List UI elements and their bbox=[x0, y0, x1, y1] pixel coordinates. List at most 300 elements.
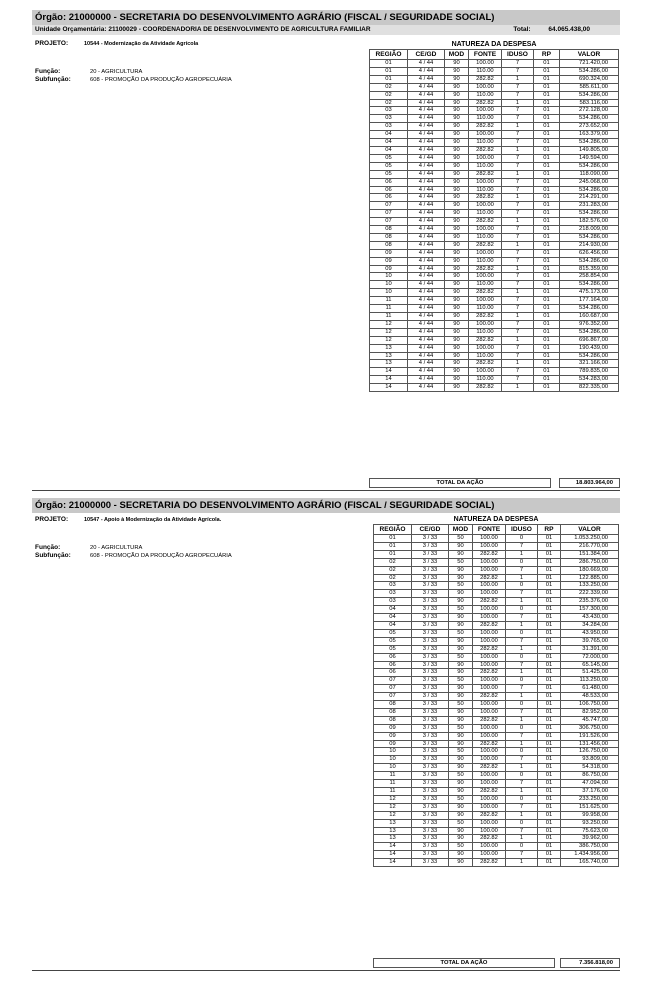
table-cell: 7 bbox=[502, 131, 534, 139]
table-cell: 4 / 44 bbox=[408, 218, 445, 226]
table-cell: 214.930,00 bbox=[560, 241, 619, 249]
table-row bbox=[370, 281, 619, 289]
table-cell: 13 bbox=[370, 344, 408, 352]
table-cell: 100.00 bbox=[473, 566, 506, 574]
table-cell: 08 bbox=[374, 701, 412, 709]
table-cell: 02 bbox=[374, 574, 412, 582]
table-row bbox=[370, 83, 619, 91]
table-cell: 282.82 bbox=[473, 764, 506, 772]
table-cell: 90 bbox=[445, 146, 469, 154]
table-cell: 05 bbox=[370, 162, 408, 170]
table-cell: 01 bbox=[534, 170, 560, 178]
table-cell: 3 / 33 bbox=[412, 645, 449, 653]
table-cell: 01 bbox=[534, 107, 560, 115]
table-row bbox=[370, 154, 619, 162]
table-row bbox=[370, 91, 619, 99]
table-cell: 7 bbox=[502, 139, 534, 147]
table-cell: 7 bbox=[502, 154, 534, 162]
table-cell: 09 bbox=[374, 740, 412, 748]
table-cell: 90 bbox=[445, 305, 469, 313]
table-cell: 7 bbox=[502, 210, 534, 218]
table-cell: 01 bbox=[538, 558, 561, 566]
section-2-info bbox=[32, 516, 362, 566]
table-cell: 90 bbox=[445, 170, 469, 178]
table-cell: 4 / 44 bbox=[408, 139, 445, 147]
table-row bbox=[370, 131, 619, 139]
table-cell: 3 / 33 bbox=[412, 669, 449, 677]
table-cell: 50 bbox=[449, 558, 473, 566]
table-cell: 100.00 bbox=[469, 368, 502, 376]
table-cell: 37.176,00 bbox=[561, 788, 619, 796]
table-cell: 01 bbox=[538, 835, 561, 843]
column-header: CE/GD bbox=[412, 525, 449, 535]
table-cell: 90 bbox=[449, 780, 473, 788]
table-cell: 14 bbox=[370, 376, 408, 384]
table-cell: 90 bbox=[445, 60, 469, 68]
table-cell: 282.82 bbox=[473, 835, 506, 843]
table-cell: 282.82 bbox=[469, 289, 502, 297]
table-cell: 75.623,00 bbox=[561, 827, 619, 835]
table-cell: 100.00 bbox=[469, 297, 502, 305]
table-cell: 534.286,00 bbox=[560, 305, 619, 313]
table-cell: 0 bbox=[506, 795, 538, 803]
table-cell: 1 bbox=[506, 764, 538, 772]
funcao-label: Função: bbox=[35, 68, 61, 75]
table-cell: 7 bbox=[506, 661, 538, 669]
table-cell: 534.286,00 bbox=[560, 281, 619, 289]
table-cell: 13 bbox=[374, 835, 412, 843]
table-cell: 282.82 bbox=[473, 811, 506, 819]
table-cell: 01 bbox=[534, 257, 560, 265]
table-cell: 7 bbox=[502, 60, 534, 68]
table-cell: 04 bbox=[374, 621, 412, 629]
table-cell: 3 / 33 bbox=[412, 629, 449, 637]
table-cell: 4 / 44 bbox=[408, 60, 445, 68]
table-cell: 90 bbox=[445, 194, 469, 202]
table-cell: 100.00 bbox=[469, 154, 502, 162]
table-cell: 01 bbox=[534, 75, 560, 83]
table-cell: 11 bbox=[374, 780, 412, 788]
table-cell: 90 bbox=[445, 297, 469, 305]
table-cell: 3 / 33 bbox=[412, 590, 449, 598]
table-cell: 4 / 44 bbox=[408, 99, 445, 107]
table-row bbox=[370, 210, 619, 218]
table-cell: 100.00 bbox=[469, 131, 502, 139]
table-cell: 4 / 44 bbox=[408, 328, 445, 336]
table-cell: 3 / 33 bbox=[412, 653, 449, 661]
table-cell: 01 bbox=[538, 645, 561, 653]
table-cell: 90 bbox=[449, 574, 473, 582]
table-cell: 0 bbox=[506, 819, 538, 827]
table-cell: 01 bbox=[538, 756, 561, 764]
table-cell: 01 bbox=[534, 376, 560, 384]
table-cell: 90 bbox=[445, 131, 469, 139]
table-cell: 51.425,00 bbox=[561, 669, 619, 677]
table-row bbox=[370, 328, 619, 336]
natureza-despesa-table-2 bbox=[373, 515, 619, 867]
table-cell: 157.300,00 bbox=[561, 606, 619, 614]
table-cell: 05 bbox=[374, 629, 412, 637]
table-cell: 43.950,00 bbox=[561, 629, 619, 637]
table-cell: 7 bbox=[506, 614, 538, 622]
table-row bbox=[374, 685, 619, 693]
table-cell: 01 bbox=[538, 701, 561, 709]
table-cell: 7 bbox=[506, 590, 538, 598]
column-header: VALOR bbox=[561, 525, 619, 535]
table-cell: 90 bbox=[449, 708, 473, 716]
table-cell: 04 bbox=[374, 614, 412, 622]
table-cell: 3 / 33 bbox=[412, 677, 449, 685]
table-row bbox=[370, 194, 619, 202]
table-cell: 100.00 bbox=[473, 724, 506, 732]
table-cell: 286.750,00 bbox=[561, 558, 619, 566]
table-row bbox=[370, 257, 619, 265]
table-row bbox=[374, 724, 619, 732]
table-cell: 90 bbox=[445, 328, 469, 336]
table-cell: 1.053.250,00 bbox=[561, 535, 619, 543]
table-cell: 626.456,00 bbox=[560, 249, 619, 257]
table-cell: 39.765,00 bbox=[561, 637, 619, 645]
table-cell: 0 bbox=[506, 724, 538, 732]
table-cell: 100.00 bbox=[473, 614, 506, 622]
table-cell: 690.324,00 bbox=[560, 75, 619, 83]
table-cell: 13 bbox=[370, 360, 408, 368]
table-cell: 01 bbox=[538, 542, 561, 550]
table-cell: 90 bbox=[449, 693, 473, 701]
table-cell: 90 bbox=[445, 320, 469, 328]
table-cell: 06 bbox=[370, 194, 408, 202]
table-cell: 113.250,00 bbox=[561, 677, 619, 685]
table-cell: 7 bbox=[502, 257, 534, 265]
table-cell: 100.00 bbox=[469, 273, 502, 281]
subfuncao-value-2: 608 - PROMOÇÃO DA PRODUÇÃO AGROPECUÁRIA bbox=[90, 553, 232, 559]
table-cell: 282.82 bbox=[469, 123, 502, 131]
table-cell: 03 bbox=[374, 582, 412, 590]
table-cell: 90 bbox=[445, 352, 469, 360]
table-cell: 282.82 bbox=[469, 241, 502, 249]
table-cell: 4 / 44 bbox=[408, 305, 445, 313]
table-cell: 90 bbox=[445, 344, 469, 352]
total-acao-value-text: 18.803.964,00 bbox=[575, 480, 613, 486]
table-cell: 01 bbox=[538, 803, 561, 811]
natureza-header: NATUREZA DA DESPESA bbox=[451, 41, 537, 48]
table-cell: 90 bbox=[445, 162, 469, 170]
natureza-header-2: NATUREZA DA DESPESA bbox=[453, 516, 539, 523]
table-cell: 01 bbox=[534, 273, 560, 281]
table-cell: 90 bbox=[445, 241, 469, 249]
table-cell: 90 bbox=[449, 685, 473, 693]
table-cell: 534.286,00 bbox=[560, 139, 619, 147]
table-cell: 534.286,00 bbox=[560, 67, 619, 75]
table-cell: 4 / 44 bbox=[408, 162, 445, 170]
table-cell: 07 bbox=[370, 210, 408, 218]
total-acao-value-text-2: 7.356.818,00 bbox=[579, 960, 613, 966]
table-cell: 122.885,00 bbox=[561, 574, 619, 582]
table-cell: 218.009,00 bbox=[560, 226, 619, 234]
table-cell: 190.439,00 bbox=[560, 344, 619, 352]
table-cell: 07 bbox=[370, 202, 408, 210]
table-cell: 100.00 bbox=[473, 756, 506, 764]
table-cell: 100.00 bbox=[473, 558, 506, 566]
table-cell: 3 / 33 bbox=[412, 701, 449, 709]
table-cell: 90 bbox=[445, 257, 469, 265]
table-cell: 0 bbox=[506, 582, 538, 590]
table-cell: 01 bbox=[534, 60, 560, 68]
table-cell: 05 bbox=[374, 645, 412, 653]
table-cell: 0 bbox=[506, 748, 538, 756]
table-cell: 534.286,00 bbox=[560, 257, 619, 265]
table-cell: 1.434.956,00 bbox=[561, 851, 619, 859]
column-header: VALOR bbox=[560, 50, 619, 60]
table-cell: 100.00 bbox=[473, 795, 506, 803]
table-cell: 3 / 33 bbox=[412, 606, 449, 614]
table-cell: 282.82 bbox=[469, 170, 502, 178]
table-cell: 01 bbox=[538, 740, 561, 748]
table-cell: 02 bbox=[370, 91, 408, 99]
table-cell: 01 bbox=[538, 716, 561, 724]
table-cell: 0 bbox=[506, 629, 538, 637]
table-cell: 3 / 33 bbox=[412, 558, 449, 566]
table-cell: 90 bbox=[445, 83, 469, 91]
table-cell: 09 bbox=[370, 249, 408, 257]
table-cell: 282.82 bbox=[473, 574, 506, 582]
table-cell: 100.00 bbox=[469, 202, 502, 210]
table-cell: 01 bbox=[538, 629, 561, 637]
table-cell: 90 bbox=[449, 851, 473, 859]
table-cell: 1 bbox=[506, 859, 538, 867]
table-cell: 3 / 33 bbox=[412, 788, 449, 796]
table-row bbox=[374, 859, 619, 867]
table-cell: 7 bbox=[506, 566, 538, 574]
table-cell: 50 bbox=[449, 724, 473, 732]
total-label: Total: bbox=[513, 26, 531, 33]
table-cell: 01 bbox=[538, 748, 561, 756]
table-row bbox=[374, 819, 619, 827]
table-cell: 100.00 bbox=[469, 344, 502, 352]
table-cell: 50 bbox=[449, 677, 473, 685]
table-cell: 01 bbox=[534, 241, 560, 249]
table-cell: 7 bbox=[502, 107, 534, 115]
table-cell: 90 bbox=[449, 550, 473, 558]
column-header: MOD bbox=[445, 50, 469, 60]
table-cell: 12 bbox=[374, 811, 412, 819]
table-row bbox=[370, 170, 619, 178]
table-cell: 01 bbox=[534, 281, 560, 289]
table-cell: 07 bbox=[374, 693, 412, 701]
table-cell: 90 bbox=[449, 669, 473, 677]
table-cell: 4 / 44 bbox=[408, 210, 445, 218]
table-row bbox=[374, 756, 619, 764]
table-cell: 01 bbox=[538, 677, 561, 685]
table-cell: 86.750,00 bbox=[561, 772, 619, 780]
table-cell: 01 bbox=[534, 123, 560, 131]
table-cell: 01 bbox=[538, 574, 561, 582]
table-cell: 7 bbox=[502, 368, 534, 376]
table-cell: 01 bbox=[538, 859, 561, 867]
table-cell: 90 bbox=[449, 827, 473, 835]
table-cell: 50 bbox=[449, 843, 473, 851]
table-cell: 99.958,00 bbox=[561, 811, 619, 819]
table-row bbox=[374, 851, 619, 859]
section-1-info bbox=[32, 40, 362, 90]
table-cell: 90 bbox=[449, 859, 473, 867]
table-cell: 34.284,00 bbox=[561, 621, 619, 629]
table-cell: 50 bbox=[449, 772, 473, 780]
table-cell: 1 bbox=[502, 123, 534, 131]
table-cell: 282.82 bbox=[473, 859, 506, 867]
table-cell: 100.00 bbox=[469, 226, 502, 234]
table-cell: 3 / 33 bbox=[412, 535, 449, 543]
table-cell: 1 bbox=[502, 194, 534, 202]
table-cell: 149.805,00 bbox=[560, 146, 619, 154]
table-cell: 01 bbox=[534, 202, 560, 210]
table-row bbox=[370, 289, 619, 297]
table-cell: 90 bbox=[445, 376, 469, 384]
table-cell: 01 bbox=[534, 249, 560, 257]
table-cell: 11 bbox=[374, 788, 412, 796]
table-cell: 01 bbox=[538, 582, 561, 590]
column-header: REGIÃO bbox=[374, 525, 412, 535]
table-cell: 4 / 44 bbox=[408, 241, 445, 249]
table-cell: 12 bbox=[370, 328, 408, 336]
table-cell: 05 bbox=[374, 637, 412, 645]
section-divider-2 bbox=[32, 970, 620, 971]
table-cell: 01 bbox=[534, 336, 560, 344]
table-cell: 01 bbox=[538, 843, 561, 851]
table-cell: 177.164,00 bbox=[560, 297, 619, 305]
table-cell: 01 bbox=[374, 535, 412, 543]
table-cell: 151.384,00 bbox=[561, 550, 619, 558]
table-cell: 100.00 bbox=[473, 637, 506, 645]
funcao-value-2: 20 - AGRICULTURA bbox=[90, 545, 143, 551]
table-cell: 321.166,00 bbox=[560, 360, 619, 368]
table-cell: 11 bbox=[370, 313, 408, 321]
table-cell: 90 bbox=[445, 91, 469, 99]
table-cell: 01 bbox=[534, 360, 560, 368]
table-cell: 14 bbox=[374, 859, 412, 867]
table-cell: 61.480,00 bbox=[561, 685, 619, 693]
table-cell: 01 bbox=[538, 764, 561, 772]
table-cell: 0 bbox=[506, 606, 538, 614]
table-row bbox=[374, 764, 619, 772]
projeto-value-2: 10547 - Apoio à Modernização da Atividade Agrícola. bbox=[84, 517, 222, 523]
table-row bbox=[370, 202, 619, 210]
table-cell: 06 bbox=[374, 661, 412, 669]
table-cell: 01 bbox=[370, 60, 408, 68]
table-cell: 106.750,00 bbox=[561, 701, 619, 709]
table-cell: 110.00 bbox=[469, 352, 502, 360]
table-cell: 01 bbox=[534, 344, 560, 352]
table-cell: 100.00 bbox=[473, 851, 506, 859]
table-cell: 258.854,00 bbox=[560, 273, 619, 281]
table-cell: 01 bbox=[538, 772, 561, 780]
table-row bbox=[374, 693, 619, 701]
table-cell: 01 bbox=[534, 154, 560, 162]
table-cell: 3 / 33 bbox=[412, 708, 449, 716]
table-cell: 03 bbox=[374, 590, 412, 598]
table-cell: 01 bbox=[538, 550, 561, 558]
table-cell: 39.962,00 bbox=[561, 835, 619, 843]
table-cell: 4 / 44 bbox=[408, 75, 445, 83]
table-cell: 01 bbox=[538, 653, 561, 661]
table-cell: 0 bbox=[506, 558, 538, 566]
table-cell: 583.116,00 bbox=[560, 99, 619, 107]
table-row bbox=[374, 701, 619, 709]
table-cell: 282.82 bbox=[469, 336, 502, 344]
table-cell: 100.00 bbox=[473, 772, 506, 780]
unidade-orcamentaria bbox=[32, 25, 620, 35]
table-cell: 01 bbox=[374, 542, 412, 550]
table-cell: 01 bbox=[534, 194, 560, 202]
table-cell: 534.286,00 bbox=[560, 328, 619, 336]
table-cell: 01 bbox=[534, 210, 560, 218]
table-cell: 214.291,00 bbox=[560, 194, 619, 202]
table-cell: 3 / 33 bbox=[412, 732, 449, 740]
table-cell: 1 bbox=[502, 146, 534, 154]
table-row bbox=[370, 352, 619, 360]
table-cell: 90 bbox=[445, 336, 469, 344]
table-cell: 3 / 33 bbox=[412, 843, 449, 851]
table-cell: 3 / 33 bbox=[412, 740, 449, 748]
table-cell: 4 / 44 bbox=[408, 368, 445, 376]
table-row bbox=[374, 772, 619, 780]
table-cell: 08 bbox=[374, 716, 412, 724]
table-cell: 4 / 44 bbox=[408, 265, 445, 273]
table-row bbox=[370, 60, 619, 68]
table-cell: 90 bbox=[449, 788, 473, 796]
table-row bbox=[374, 637, 619, 645]
table-cell: 180.669,00 bbox=[561, 566, 619, 574]
subfuncao-label-2: Subfunção: bbox=[35, 552, 71, 559]
table-row bbox=[374, 590, 619, 598]
table-cell: 90 bbox=[445, 99, 469, 107]
table-row bbox=[374, 621, 619, 629]
table-cell: 1 bbox=[506, 716, 538, 724]
table-row bbox=[370, 218, 619, 226]
column-header: FONTE bbox=[469, 50, 502, 60]
table-cell: 43.430,00 bbox=[561, 614, 619, 622]
table-cell: 3 / 33 bbox=[412, 819, 449, 827]
table-cell: 90 bbox=[445, 313, 469, 321]
table-cell: 282.82 bbox=[473, 693, 506, 701]
table-cell: 1 bbox=[506, 835, 538, 843]
table-cell: 01 bbox=[538, 693, 561, 701]
table-cell: 07 bbox=[374, 685, 412, 693]
table-cell: 7 bbox=[502, 297, 534, 305]
table-cell: 50 bbox=[449, 819, 473, 827]
table-cell: 4 / 44 bbox=[408, 384, 445, 392]
table-cell: 3 / 33 bbox=[412, 716, 449, 724]
table-row bbox=[370, 384, 619, 392]
table-cell: 100.00 bbox=[473, 803, 506, 811]
table-cell: 534.286,00 bbox=[560, 162, 619, 170]
table-cell: 01 bbox=[534, 384, 560, 392]
table-cell: 386.750,00 bbox=[561, 843, 619, 851]
funcao-label-2: Função: bbox=[35, 544, 61, 551]
section-divider-1 bbox=[32, 490, 620, 491]
table-row bbox=[374, 566, 619, 574]
table-cell: 09 bbox=[370, 265, 408, 273]
table-cell: 100.00 bbox=[473, 629, 506, 637]
table-cell: 01 bbox=[534, 305, 560, 313]
table-cell: 1 bbox=[502, 99, 534, 107]
total-acao-value-2 bbox=[560, 958, 620, 968]
table-row bbox=[374, 550, 619, 558]
table-cell: 14 bbox=[374, 851, 412, 859]
table-cell: 01 bbox=[534, 313, 560, 321]
table-cell: 93.809,00 bbox=[561, 756, 619, 764]
table-cell: 222.339,00 bbox=[561, 590, 619, 598]
